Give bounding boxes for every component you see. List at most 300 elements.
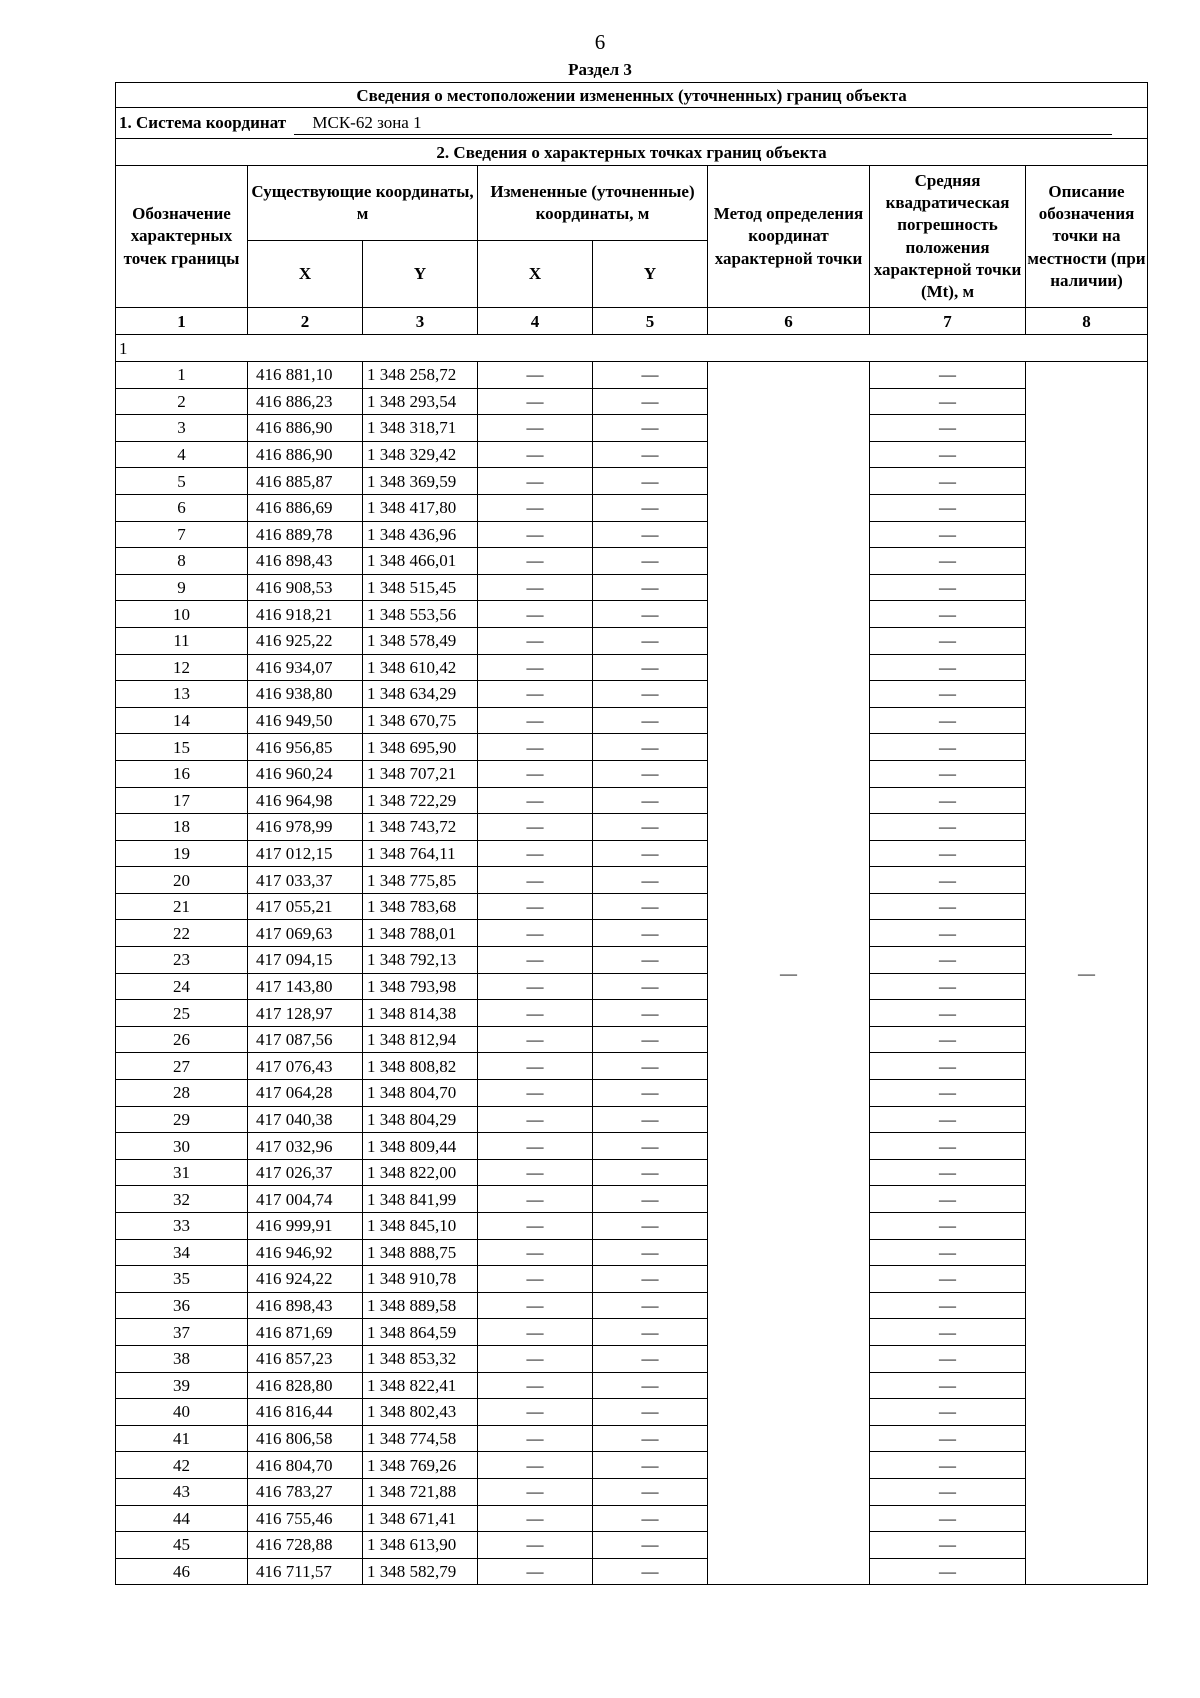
existing-y-cell: 1 348 671,41 xyxy=(363,1505,478,1532)
changed-x-cell: — xyxy=(478,521,593,548)
changed-y-cell: — xyxy=(593,601,708,628)
description-cell: — xyxy=(1026,362,1148,1585)
changed-y-cell: — xyxy=(593,760,708,787)
changed-y-cell: — xyxy=(593,814,708,841)
table-row xyxy=(116,1239,1148,1266)
changed-x-cell: — xyxy=(478,1558,593,1585)
method-cell: — xyxy=(708,362,870,1585)
changed-x-cell: — xyxy=(478,840,593,867)
point-number-cell: 29 xyxy=(116,1106,248,1133)
table-row xyxy=(116,973,1148,1000)
table-row xyxy=(116,1053,1148,1080)
column-number: 4 xyxy=(478,308,593,335)
mean-square-error-cell: — xyxy=(870,893,1026,920)
header-changed-y: Y xyxy=(593,241,708,308)
changed-y-cell: — xyxy=(593,1133,708,1160)
mean-square-error-cell: — xyxy=(870,494,1026,521)
changed-x-cell: — xyxy=(478,415,593,442)
point-number-cell: 43 xyxy=(116,1478,248,1505)
table-row xyxy=(116,1452,1148,1479)
changed-y-cell: — xyxy=(593,893,708,920)
mean-square-error-cell: — xyxy=(870,867,1026,894)
changed-y-cell: — xyxy=(593,1266,708,1293)
existing-x-cell: 416 816,44 xyxy=(248,1399,363,1426)
changed-x-cell: — xyxy=(478,468,593,495)
header-mean-square-error: Средняя квадратическая погрешность положения характерной точки (Mt), м xyxy=(870,166,1026,308)
existing-x-cell: 416 999,91 xyxy=(248,1213,363,1240)
mean-square-error-cell: — xyxy=(870,548,1026,575)
changed-y-cell: — xyxy=(593,1345,708,1372)
point-number-cell: 35 xyxy=(116,1266,248,1293)
point-number-cell: 10 xyxy=(116,601,248,628)
table-row xyxy=(116,707,1148,734)
changed-y-cell: — xyxy=(593,494,708,521)
mean-square-error-cell: — xyxy=(870,1000,1026,1027)
existing-x-cell: 416 898,43 xyxy=(248,1292,363,1319)
changed-y-cell: — xyxy=(593,947,708,974)
changed-x-cell: — xyxy=(478,627,593,654)
mean-square-error-cell: — xyxy=(870,1186,1026,1213)
changed-x-cell: — xyxy=(478,1026,593,1053)
mean-square-error-cell: — xyxy=(870,1213,1026,1240)
existing-x-cell: 417 032,96 xyxy=(248,1133,363,1160)
table-row xyxy=(116,601,1148,628)
existing-x-cell: 416 871,69 xyxy=(248,1319,363,1346)
point-number-cell: 24 xyxy=(116,973,248,1000)
point-number-cell: 9 xyxy=(116,574,248,601)
existing-y-cell: 1 348 743,72 xyxy=(363,814,478,841)
point-number-cell: 14 xyxy=(116,707,248,734)
point-number-cell: 34 xyxy=(116,1239,248,1266)
existing-x-cell: 416 728,88 xyxy=(248,1532,363,1559)
changed-y-cell: — xyxy=(593,681,708,708)
changed-x-cell: — xyxy=(478,548,593,575)
changed-y-cell: — xyxy=(593,1239,708,1266)
table-row xyxy=(116,1399,1148,1426)
existing-x-cell: 416 978,99 xyxy=(248,814,363,841)
mean-square-error-cell: — xyxy=(870,1159,1026,1186)
existing-x-cell: 417 040,38 xyxy=(248,1106,363,1133)
changed-y-cell: — xyxy=(593,1080,708,1107)
table-title: Сведения о местоположении измененных (уточненных) границ объекта xyxy=(116,83,1148,108)
existing-x-cell: 416 956,85 xyxy=(248,734,363,761)
header-changed-x: X xyxy=(478,241,593,308)
changed-y-cell: — xyxy=(593,840,708,867)
point-number-cell: 16 xyxy=(116,760,248,787)
existing-x-cell: 416 949,50 xyxy=(248,707,363,734)
changed-y-cell: — xyxy=(593,388,708,415)
mean-square-error-cell: — xyxy=(870,1026,1026,1053)
mean-square-error-cell: — xyxy=(870,1080,1026,1107)
existing-x-cell: 417 143,80 xyxy=(248,973,363,1000)
changed-x-cell: — xyxy=(478,1080,593,1107)
coord-system-cell xyxy=(116,108,1148,139)
point-number-cell: 12 xyxy=(116,654,248,681)
point-number-cell: 33 xyxy=(116,1213,248,1240)
contour-label-row xyxy=(116,335,1148,362)
table-row xyxy=(116,1000,1148,1027)
mean-square-error-cell: — xyxy=(870,973,1026,1000)
mean-square-error-cell: — xyxy=(870,1532,1026,1559)
existing-y-cell: 1 348 808,82 xyxy=(363,1053,478,1080)
point-number-cell: 21 xyxy=(116,893,248,920)
mean-square-error-cell: — xyxy=(870,760,1026,787)
existing-y-cell: 1 348 722,29 xyxy=(363,787,478,814)
existing-y-cell: 1 348 707,21 xyxy=(363,760,478,787)
table-row xyxy=(116,415,1148,442)
changed-x-cell: — xyxy=(478,1425,593,1452)
existing-y-cell: 1 348 888,75 xyxy=(363,1239,478,1266)
existing-x-cell: 417 055,21 xyxy=(248,893,363,920)
existing-y-cell: 1 348 578,49 xyxy=(363,627,478,654)
existing-y-cell: 1 348 613,90 xyxy=(363,1532,478,1559)
mean-square-error-cell: — xyxy=(870,707,1026,734)
point-number-cell: 27 xyxy=(116,1053,248,1080)
mean-square-error-cell: — xyxy=(870,1106,1026,1133)
table-row xyxy=(116,1478,1148,1505)
changed-y-cell: — xyxy=(593,1053,708,1080)
mean-square-error-cell: — xyxy=(870,840,1026,867)
table-row xyxy=(116,1266,1148,1293)
existing-y-cell: 1 348 822,00 xyxy=(363,1159,478,1186)
changed-x-cell: — xyxy=(478,1345,593,1372)
changed-y-cell: — xyxy=(593,1532,708,1559)
point-number-cell: 18 xyxy=(116,814,248,841)
existing-x-cell: 416 783,27 xyxy=(248,1478,363,1505)
mean-square-error-cell: — xyxy=(870,1505,1026,1532)
table-row xyxy=(116,627,1148,654)
mean-square-error-cell: — xyxy=(870,415,1026,442)
mean-square-error-cell: — xyxy=(870,468,1026,495)
changed-x-cell: — xyxy=(478,494,593,521)
existing-x-cell: 416 755,46 xyxy=(248,1505,363,1532)
changed-x-cell: — xyxy=(478,787,593,814)
existing-x-cell: 416 806,58 xyxy=(248,1425,363,1452)
changed-y-cell: — xyxy=(593,627,708,654)
mean-square-error-cell: — xyxy=(870,1053,1026,1080)
mean-square-error-cell: — xyxy=(870,1372,1026,1399)
changed-y-cell: — xyxy=(593,973,708,1000)
point-number-cell: 36 xyxy=(116,1292,248,1319)
coord-system-value: МСК-62 зона 1 xyxy=(294,112,1112,135)
existing-y-cell: 1 348 814,38 xyxy=(363,1000,478,1027)
existing-y-cell: 1 348 258,72 xyxy=(363,362,478,389)
changed-y-cell: — xyxy=(593,1505,708,1532)
existing-x-cell: 416 938,80 xyxy=(248,681,363,708)
column-number: 6 xyxy=(708,308,870,335)
existing-y-cell: 1 348 793,98 xyxy=(363,973,478,1000)
existing-x-cell: 417 012,15 xyxy=(248,840,363,867)
changed-y-cell: — xyxy=(593,441,708,468)
changed-x-cell: — xyxy=(478,1213,593,1240)
changed-x-cell: — xyxy=(478,681,593,708)
existing-x-cell: 416 960,24 xyxy=(248,760,363,787)
existing-x-cell: 416 885,87 xyxy=(248,468,363,495)
point-number-cell: 37 xyxy=(116,1319,248,1346)
table-row xyxy=(116,441,1148,468)
table-row xyxy=(116,814,1148,841)
point-number-cell: 2 xyxy=(116,388,248,415)
point-number-cell: 44 xyxy=(116,1505,248,1532)
existing-x-cell: 416 924,22 xyxy=(248,1266,363,1293)
mean-square-error-cell: — xyxy=(870,1319,1026,1346)
changed-x-cell: — xyxy=(478,707,593,734)
changed-x-cell: — xyxy=(478,1532,593,1559)
changed-x-cell: — xyxy=(478,1319,593,1346)
header-existing-y: Y xyxy=(363,241,478,308)
existing-y-cell: 1 348 804,70 xyxy=(363,1080,478,1107)
existing-x-cell: 416 886,90 xyxy=(248,415,363,442)
column-number: 3 xyxy=(363,308,478,335)
changed-x-cell: — xyxy=(478,654,593,681)
existing-y-cell: 1 348 695,90 xyxy=(363,734,478,761)
mean-square-error-cell: — xyxy=(870,627,1026,654)
point-number-cell: 41 xyxy=(116,1425,248,1452)
table-row xyxy=(116,920,1148,947)
existing-x-cell: 416 908,53 xyxy=(248,574,363,601)
point-number-cell: 40 xyxy=(116,1399,248,1426)
mean-square-error-cell: — xyxy=(870,1452,1026,1479)
existing-x-cell: 417 004,74 xyxy=(248,1186,363,1213)
changed-x-cell: — xyxy=(478,920,593,947)
mean-square-error-cell: — xyxy=(870,920,1026,947)
existing-x-cell: 416 898,43 xyxy=(248,548,363,575)
point-number-cell: 22 xyxy=(116,920,248,947)
existing-x-cell: 417 069,63 xyxy=(248,920,363,947)
existing-y-cell: 1 348 318,71 xyxy=(363,415,478,442)
existing-x-cell: 417 128,97 xyxy=(248,1000,363,1027)
existing-x-cell: 416 889,78 xyxy=(248,521,363,548)
mean-square-error-cell: — xyxy=(870,734,1026,761)
changed-x-cell: — xyxy=(478,867,593,894)
table-row xyxy=(116,947,1148,974)
existing-x-cell: 416 711,57 xyxy=(248,1558,363,1585)
subsection-title: 2. Сведения о характерных точках границ объекта xyxy=(116,139,1148,166)
existing-y-cell: 1 348 783,68 xyxy=(363,893,478,920)
table-row xyxy=(116,1159,1148,1186)
changed-x-cell: — xyxy=(478,388,593,415)
existing-y-cell: 1 348 769,26 xyxy=(363,1452,478,1479)
table-row xyxy=(116,1505,1148,1532)
changed-x-cell: — xyxy=(478,814,593,841)
existing-x-cell: 417 026,37 xyxy=(248,1159,363,1186)
changed-y-cell: — xyxy=(593,362,708,389)
table-row xyxy=(116,468,1148,495)
table-row xyxy=(116,1026,1148,1053)
point-number-cell: 45 xyxy=(116,1532,248,1559)
mean-square-error-cell: — xyxy=(870,681,1026,708)
header-method: Метод определения координат характерной точки xyxy=(708,166,870,308)
changed-y-cell: — xyxy=(593,1372,708,1399)
section-title: Раздел 3 xyxy=(568,60,632,79)
point-number-cell: 1 xyxy=(116,362,248,389)
mean-square-error-cell: — xyxy=(870,1266,1026,1293)
column-number: 1 xyxy=(116,308,248,335)
existing-y-cell: 1 348 802,43 xyxy=(363,1399,478,1426)
changed-x-cell: — xyxy=(478,1000,593,1027)
existing-x-cell: 417 094,15 xyxy=(248,947,363,974)
changed-y-cell: — xyxy=(593,1425,708,1452)
existing-y-cell: 1 348 804,29 xyxy=(363,1106,478,1133)
mean-square-error-cell: — xyxy=(870,388,1026,415)
changed-x-cell: — xyxy=(478,1159,593,1186)
existing-x-cell: 416 918,21 xyxy=(248,601,363,628)
contour-label: 1 xyxy=(116,335,1148,362)
existing-y-cell: 1 348 864,59 xyxy=(363,1319,478,1346)
changed-y-cell: — xyxy=(593,1159,708,1186)
point-number-cell: 19 xyxy=(116,840,248,867)
changed-x-cell: — xyxy=(478,1478,593,1505)
changed-x-cell: — xyxy=(478,574,593,601)
point-number-cell: 26 xyxy=(116,1026,248,1053)
changed-y-cell: — xyxy=(593,920,708,947)
table-row xyxy=(116,1532,1148,1559)
changed-y-cell: — xyxy=(593,1186,708,1213)
existing-y-cell: 1 348 788,01 xyxy=(363,920,478,947)
column-number-row xyxy=(116,308,1148,335)
table-row xyxy=(116,840,1148,867)
point-number-cell: 46 xyxy=(116,1558,248,1585)
existing-y-cell: 1 348 809,44 xyxy=(363,1133,478,1160)
changed-x-cell: — xyxy=(478,601,593,628)
mean-square-error-cell: — xyxy=(870,1133,1026,1160)
existing-y-cell: 1 348 329,42 xyxy=(363,441,478,468)
table-row xyxy=(116,362,1148,389)
header-existing-x: X xyxy=(248,241,363,308)
mean-square-error-cell: — xyxy=(870,654,1026,681)
changed-y-cell: — xyxy=(593,468,708,495)
existing-y-cell: 1 348 845,10 xyxy=(363,1213,478,1240)
changed-y-cell: — xyxy=(593,1000,708,1027)
table-row xyxy=(116,1372,1148,1399)
table-title-row xyxy=(116,83,1148,108)
point-number-cell: 11 xyxy=(116,627,248,654)
existing-x-cell: 416 964,98 xyxy=(248,787,363,814)
existing-x-cell: 417 064,28 xyxy=(248,1080,363,1107)
mean-square-error-cell: — xyxy=(870,1292,1026,1319)
existing-x-cell: 416 881,10 xyxy=(248,362,363,389)
changed-y-cell: — xyxy=(593,654,708,681)
point-number-cell: 6 xyxy=(116,494,248,521)
existing-x-cell: 416 804,70 xyxy=(248,1452,363,1479)
changed-x-cell: — xyxy=(478,1133,593,1160)
point-number-cell: 13 xyxy=(116,681,248,708)
existing-x-cell: 417 076,43 xyxy=(248,1053,363,1080)
mean-square-error-cell: — xyxy=(870,1399,1026,1426)
changed-y-cell: — xyxy=(593,574,708,601)
point-number-cell: 20 xyxy=(116,867,248,894)
existing-y-cell: 1 348 436,96 xyxy=(363,521,478,548)
existing-y-cell: 1 348 889,58 xyxy=(363,1292,478,1319)
changed-x-cell: — xyxy=(478,441,593,468)
point-number-cell: 15 xyxy=(116,734,248,761)
point-number-cell: 38 xyxy=(116,1345,248,1372)
mean-square-error-cell: — xyxy=(870,601,1026,628)
changed-x-cell: — xyxy=(478,1239,593,1266)
changed-y-cell: — xyxy=(593,1399,708,1426)
coord-system-label: 1. Система координат xyxy=(119,112,287,132)
point-number-cell: 32 xyxy=(116,1186,248,1213)
changed-x-cell: — xyxy=(478,1292,593,1319)
existing-y-cell: 1 348 774,58 xyxy=(363,1425,478,1452)
mean-square-error-cell: — xyxy=(870,521,1026,548)
page-number: 6 xyxy=(594,30,606,54)
column-number: 2 xyxy=(248,308,363,335)
existing-y-cell: 1 348 369,59 xyxy=(363,468,478,495)
changed-y-cell: — xyxy=(593,1292,708,1319)
changed-y-cell: — xyxy=(593,1213,708,1240)
existing-y-cell: 1 348 812,94 xyxy=(363,1026,478,1053)
table-row xyxy=(116,1213,1148,1240)
point-number-cell: 4 xyxy=(116,441,248,468)
mean-square-error-cell: — xyxy=(870,1425,1026,1452)
column-number: 5 xyxy=(593,308,708,335)
header-description: Описание обозначения точки на местности (при наличии) xyxy=(1026,166,1148,308)
existing-y-cell: 1 348 822,41 xyxy=(363,1372,478,1399)
table-row xyxy=(116,787,1148,814)
mean-square-error-cell: — xyxy=(870,1558,1026,1585)
changed-y-cell: — xyxy=(593,1319,708,1346)
table-row xyxy=(116,867,1148,894)
existing-x-cell: 416 886,69 xyxy=(248,494,363,521)
changed-y-cell: — xyxy=(593,1558,708,1585)
point-number-cell: 39 xyxy=(116,1372,248,1399)
mean-square-error-cell: — xyxy=(870,787,1026,814)
subsection-title-row xyxy=(116,139,1148,166)
table-row xyxy=(116,1558,1148,1585)
changed-y-cell: — xyxy=(593,548,708,575)
existing-y-cell: 1 348 417,80 xyxy=(363,494,478,521)
column-number: 8 xyxy=(1026,308,1148,335)
changed-y-cell: — xyxy=(593,415,708,442)
table-row xyxy=(116,1345,1148,1372)
point-number-cell: 23 xyxy=(116,947,248,974)
existing-y-cell: 1 348 293,54 xyxy=(363,388,478,415)
point-number-cell: 17 xyxy=(116,787,248,814)
table-row xyxy=(116,893,1148,920)
changed-x-cell: — xyxy=(478,1399,593,1426)
table-row xyxy=(116,734,1148,761)
table-row xyxy=(116,388,1148,415)
coord-system-row xyxy=(116,108,1148,139)
existing-y-cell: 1 348 792,13 xyxy=(363,947,478,974)
table-row xyxy=(116,1319,1148,1346)
existing-y-cell: 1 348 515,45 xyxy=(363,574,478,601)
changed-x-cell: — xyxy=(478,1106,593,1133)
changed-x-cell: — xyxy=(478,973,593,1000)
table-row xyxy=(116,1080,1148,1107)
point-number-cell: 7 xyxy=(116,521,248,548)
table-row xyxy=(116,494,1148,521)
changed-y-cell: — xyxy=(593,867,708,894)
point-number-cell: 3 xyxy=(116,415,248,442)
header-row-1 xyxy=(116,166,1148,241)
changed-y-cell: — xyxy=(593,787,708,814)
changed-y-cell: — xyxy=(593,1452,708,1479)
existing-y-cell: 1 348 764,11 xyxy=(363,840,478,867)
table-row xyxy=(116,760,1148,787)
mean-square-error-cell: — xyxy=(870,1478,1026,1505)
changed-x-cell: — xyxy=(478,1372,593,1399)
mean-square-error-cell: — xyxy=(870,1345,1026,1372)
changed-x-cell: — xyxy=(478,760,593,787)
existing-y-cell: 1 348 841,99 xyxy=(363,1186,478,1213)
changed-y-cell: — xyxy=(593,707,708,734)
mean-square-error-cell: — xyxy=(870,441,1026,468)
existing-x-cell: 416 828,80 xyxy=(248,1372,363,1399)
boundary-table-container xyxy=(115,82,1147,1585)
existing-y-cell: 1 348 553,56 xyxy=(363,601,478,628)
